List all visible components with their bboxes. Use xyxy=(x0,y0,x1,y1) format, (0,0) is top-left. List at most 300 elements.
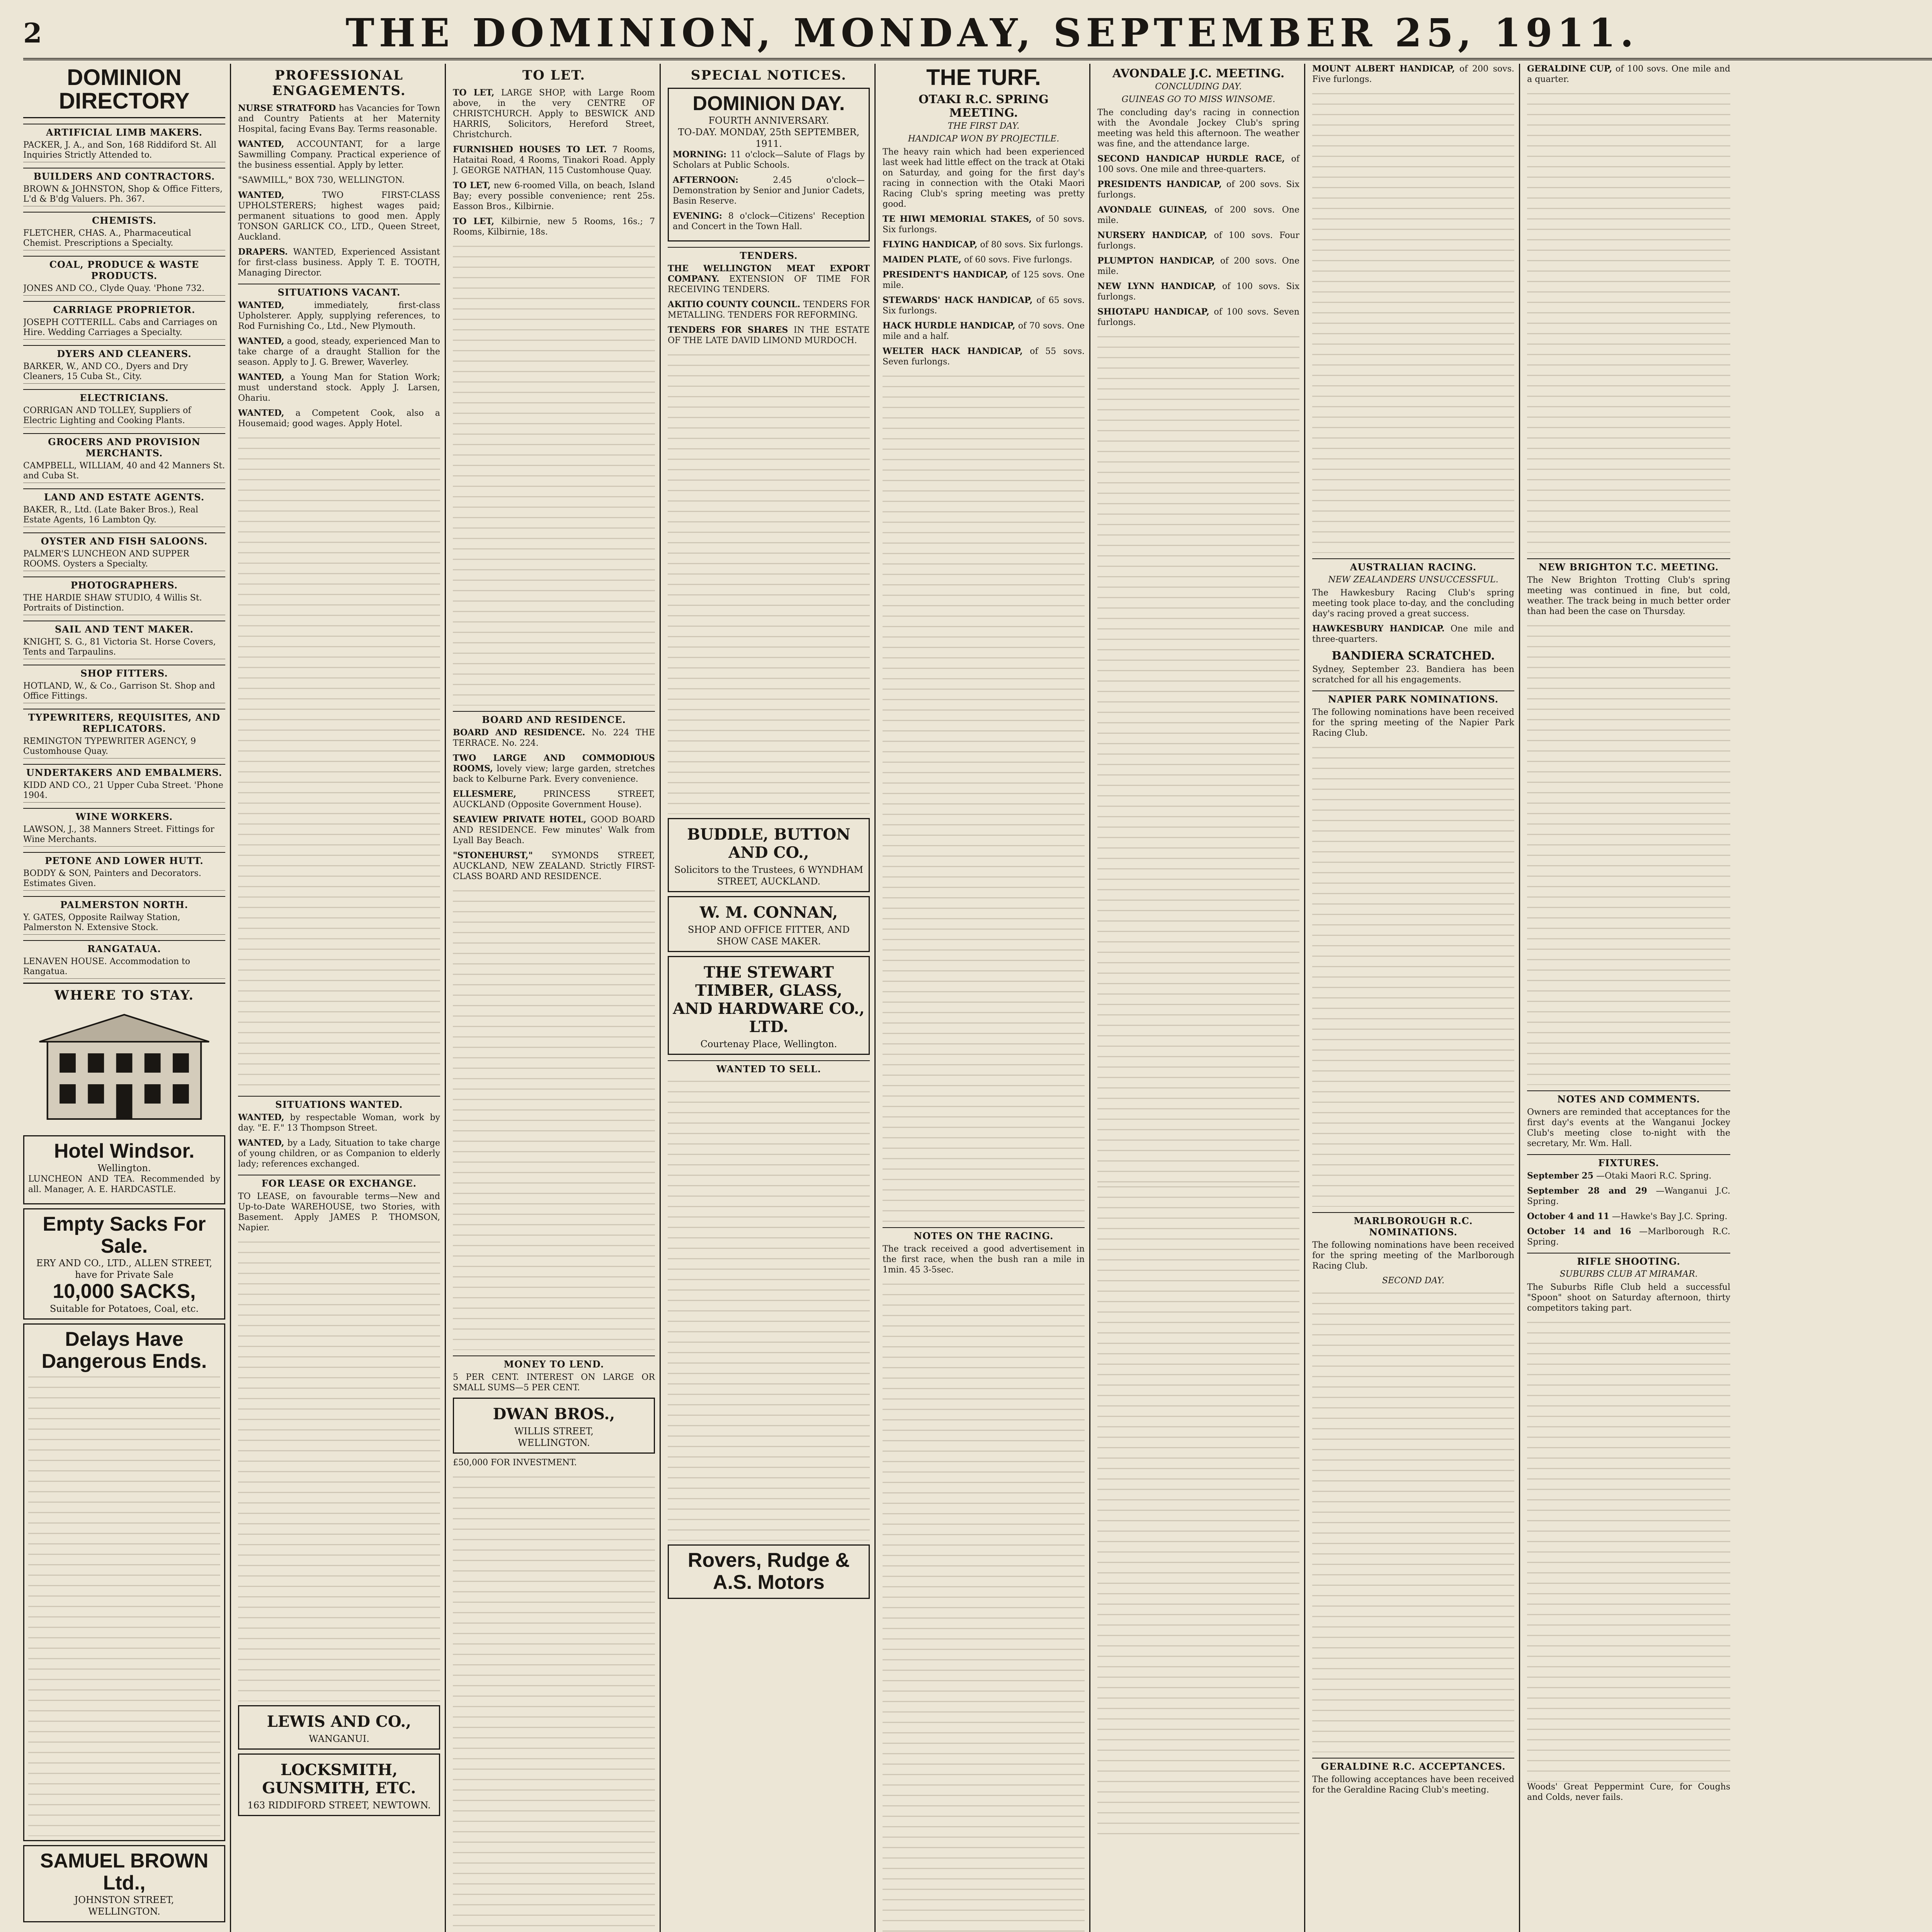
wanted-to-sell-header: WANTED TO SELL. xyxy=(668,1060,870,1075)
race-result-lead: SECOND HANDICAP HURDLE RACE, xyxy=(1097,154,1285,164)
classified-ad xyxy=(238,139,440,170)
dwan-title: DWAN BROS., xyxy=(493,1405,615,1423)
directory-listing: Y. GATES, Opposite Railway Station, Palmerston N. Extensive Stock. xyxy=(23,913,225,935)
classified-ad-text: TWO FIRST-CLASS UPHOLSTERERS; highest wages paid; permanent situations to good men. Apply TONSON GARLICK CO., LTD., Queen Street, Auckland. xyxy=(238,190,440,242)
classified-ad xyxy=(238,247,440,278)
wanted-ad-text: by a Lady, Situation to take charge of young children, or as Companion to elderly lady; references exchanged. xyxy=(238,1138,440,1169)
column-professional xyxy=(238,64,446,1932)
race-result-lead: MAIDEN PLATE, xyxy=(883,254,962,265)
directory-listing: JOSEPH COTTERILL. Cabs and Carriages on Hire. Wedding Carriages a Specialty. xyxy=(23,318,225,340)
to-let-entries xyxy=(453,88,655,237)
directory-listing: KNIGHT, S. G., 81 Victoria St. Horse Covers, Tents and Tarpaulins. xyxy=(23,637,225,659)
race-result xyxy=(883,295,1085,316)
board-ad-text: lovely view; large garden, stretches back to Kelburne Park. Every convenience. xyxy=(453,764,655,784)
race-acceptance xyxy=(1527,64,1730,85)
classified-text xyxy=(453,242,655,706)
column-to-let xyxy=(453,64,661,1932)
trotting-results-text xyxy=(1527,621,1730,1085)
otaki-title: OTAKI R.C. SPRING MEETING. xyxy=(918,92,1049,120)
directory-category: GROCERS AND PROVISION MERCHANTS. xyxy=(23,433,225,459)
race-result-lead: PRESIDENT'S HANDICAP, xyxy=(883,269,1009,280)
board-ad xyxy=(453,815,655,846)
classified-text xyxy=(453,1473,655,1932)
directory-category: PETONE AND LOWER HUTT. xyxy=(23,852,225,866)
sacks-line1: ERY AND CO., LTD., ALLEN STREET, have for Private Sale xyxy=(36,1258,213,1281)
otaki-sub2: HANDICAP WON BY PROJECTILE. xyxy=(908,134,1060,144)
directory-category: SAIL AND TENT MAKER. xyxy=(23,621,225,635)
schedule-item xyxy=(673,211,865,232)
board-ad-lead: SEAVIEW PRIVATE HOTEL, xyxy=(453,815,587,825)
directory-listing: JONES AND CO., Clyde Quay. 'Phone 732. xyxy=(23,284,225,296)
directory-listing: BROWN & JOHNSTON, Shop & Office Fitters, L'd & B'dg Valuers. Ph. 367. xyxy=(23,184,225,206)
directory-category: ELECTRICIANS. xyxy=(23,389,225,403)
wanted-ad-text: by respectable Woman, work by day. "E. F." 13 Thompson Street. xyxy=(238,1113,440,1133)
classified-ad-lead: NURSE STRATFORD xyxy=(238,103,336,113)
directory-category: PALMERSTON NORTH. xyxy=(23,896,225,910)
directory-listing: CAMPBELL, WILLIAM, 40 and 42 Manners St. and Cuba St. xyxy=(23,461,225,483)
board-ad-text: PRINCESS STREET, AUCKLAND (Opposite Government House). xyxy=(453,789,655,810)
directory-category: UNDERTAKERS AND EMBALMERS. xyxy=(23,764,225,778)
schedule-item-lead: EVENING: xyxy=(673,211,723,221)
situation-ad xyxy=(238,336,440,367)
delays-title: Delays Have Dangerous Ends. xyxy=(41,1328,207,1372)
board-header: BOARD AND RESIDENCE. xyxy=(453,711,655,725)
dwan-line2: WELLINGTON. xyxy=(518,1437,590,1448)
race-result xyxy=(883,240,1085,250)
fixture-item-text: —Otaki Maori R.C. Spring. xyxy=(1596,1171,1712,1181)
nominations-text xyxy=(1312,743,1514,1207)
tender-notice xyxy=(668,299,870,320)
tender-notice-text: IN THE ESTATE OF THE LATE DAVID LIMOND MURDOCH. xyxy=(668,325,870,346)
classified-ad xyxy=(238,175,440,185)
notes-comments-text: Owners are reminded that acceptances for the first day's events at the Wanganui Jockey Club's meeting close to-night with the secretary, Mr. Wm. Hall. xyxy=(1527,1107,1730,1148)
situation-ad xyxy=(238,372,440,403)
lease-header: FOR LEASE OR EXCHANGE. xyxy=(238,1175,440,1189)
schedule-item xyxy=(673,150,865,170)
directory-category: OYSTER AND FISH SALOONS. xyxy=(23,532,225,547)
race-result xyxy=(1097,205,1299,226)
classified-text xyxy=(453,886,655,1350)
rifle-scores-text xyxy=(1527,1318,1730,1782)
page-number: 2 xyxy=(23,17,42,49)
schedule-item-lead: MORNING: xyxy=(673,150,727,160)
tender-text xyxy=(668,350,870,814)
fixture-item xyxy=(1527,1211,1730,1222)
directory-category: PHOTOGRAPHERS. xyxy=(23,577,225,591)
to-let-ad-lead: TO LET, xyxy=(453,180,491,190)
buddle-title: BUDDLE, BUTTON AND CO., xyxy=(687,825,850,862)
race-result-lead: AVONDALE GUINEAS, xyxy=(1097,205,1208,215)
race-result-text: of 200 sovs. One mile. xyxy=(1097,205,1299,225)
buddle-ad xyxy=(668,818,870,892)
notes-racing-text: The track received a good advertisement in the first race, when the bush ran a mile in 1min. 45 3-5sec. xyxy=(883,1244,1085,1275)
directory-category: CARRIAGE PROPRIETOR. xyxy=(23,301,225,315)
rifle-header: RIFLE SHOOTING. xyxy=(1527,1253,1730,1267)
divider xyxy=(23,983,225,984)
race-result xyxy=(883,214,1085,235)
classified-ad-text: "SAWMILL," BOX 730, WELLINGTON. xyxy=(238,175,405,185)
race-result-text: of 100 sovs. Six furlongs. xyxy=(1097,282,1300,302)
race-result xyxy=(883,255,1085,265)
tender-notice-lead: TENDERS FOR SHARES xyxy=(668,325,788,335)
race-result-text: One mile and three-quarters. xyxy=(1312,624,1514,644)
situations-entries xyxy=(238,300,440,429)
avondale-races xyxy=(1097,154,1299,328)
race-result-text: of 65 sovs. Six furlongs. xyxy=(883,295,1085,316)
nominations-text xyxy=(1312,1289,1514,1752)
race-result xyxy=(1097,256,1299,277)
race-result-text: of 100 sovs. Seven furlongs. xyxy=(1097,307,1299,327)
masthead-title: THE DOMINION, MONDAY, SEPTEMBER 25, 1911. xyxy=(345,10,1638,56)
schedule-item-text: 8 o'clock—Citizens' Reception and Concert in the Town Hall. xyxy=(673,211,865,232)
wanted-ad xyxy=(238,1138,440,1169)
race-result xyxy=(883,321,1085,342)
race-result-text: of 60 sovs. Five furlongs. xyxy=(964,255,1073,265)
fixture-item-text: —Wanganui J.C. Spring. xyxy=(1527,1186,1730,1206)
money-header: MONEY TO LEND. xyxy=(453,1355,655,1370)
classified-ad-lead: WANTED, xyxy=(238,190,284,200)
situations-wanted-header: SITUATIONS WANTED. xyxy=(238,1096,440,1110)
directory-listing: PALMER'S LUNCHEON AND SUPPER ROOMS. Oysters a Specialty. xyxy=(23,549,225,571)
race-result xyxy=(1312,624,1514,645)
avondale-intro: The concluding day's racing in connection with the Avondale Jockey Club's spring meeting was held this afternoon. The weather was fine, and the attendance large. xyxy=(1097,108,1299,149)
otaki-sub: THE FIRST DAY. xyxy=(947,121,1020,131)
race-result-text: of 100 sovs. Four furlongs. xyxy=(1097,231,1299,251)
marlborough-header: MARLBOROUGH R.C. NOMINATIONS. xyxy=(1312,1212,1514,1238)
to-let-ad-lead: TO LET, xyxy=(453,216,495,226)
to-let-ad-text: 7 Rooms, Hataitai Road, 4 Rooms, Tinakori Road. Apply J. GEORGE NATHAN, 115 Customhouse Quay. xyxy=(453,145,655,175)
race-result-text: of 80 sovs. Six furlongs. xyxy=(980,240,1083,250)
race-result-lead: PRESIDENTS HANDICAP, xyxy=(1097,179,1222,189)
fixture-item-lead: October 4 and 11 xyxy=(1527,1211,1609,1221)
classified-text xyxy=(668,1077,870,1541)
to-let-ad xyxy=(453,180,655,212)
directory-listing: LENAVEN HOUSE. Accommodation to Rangatua. xyxy=(23,957,225,979)
directory-category: SHOP FITTERS. xyxy=(23,665,225,679)
dominion-day-notice xyxy=(668,88,870,242)
classified-ad-text: has Vacancies for Town and Country Patients at her Maternity Hospital, facing Evans Bay. Terms reasonable. xyxy=(238,104,440,134)
acceptances-text xyxy=(1527,89,1730,553)
rovers-title: Rovers, Rudge & A.S. Motors xyxy=(688,1549,850,1594)
hotel-place: Wellington. xyxy=(97,1162,151,1173)
new-brighton-header: NEW BRIGHTON T.C. MEETING. xyxy=(1527,558,1730,573)
wanted-ad-lead: WANTED, xyxy=(238,1138,284,1148)
samuel-line1: JOHNSTON STREET, xyxy=(74,1895,174,1906)
fixture-item xyxy=(1527,1171,1730,1181)
directory-listing: REMINGTON TYPEWRITER AGENCY, 9 Customhouse Quay. xyxy=(23,736,225,759)
race-result xyxy=(883,270,1085,291)
to-let-ad-lead: FURNISHED HOUSES TO LET. xyxy=(453,145,607,155)
sacks-ad xyxy=(23,1208,225,1320)
schedule-item-lead: AFTERNOON: xyxy=(673,175,738,185)
tender-notice-lead: AKITIO COUNTY COUNCIL. xyxy=(668,299,801,310)
board-ad-text: SYMONDS STREET, AUCKLAND, NEW ZEALAND. Strictly FIRST-CLASS BOARD AND RESIDENCE. xyxy=(453,851,655,881)
directory-category: WINE WORKERS. xyxy=(23,808,225,822)
race-results-text xyxy=(1097,1182,1299,1839)
classified-ad xyxy=(238,190,440,242)
delays-body-text xyxy=(28,1372,220,1836)
directory-listing: CORRIGAN AND TOLLEY, Suppliers of Electric Lighting and Cooking Plants. xyxy=(23,406,225,428)
buddle-text: Solicitors to the Trustees, 6 WYNDHAM STREET, AUCKLAND. xyxy=(674,864,863,887)
classified-ad-text: WANTED, Experienced Assistant for first-class business. Apply T. E. TOOTH, Managing Director. xyxy=(238,247,440,278)
notes-comments-header: NOTES AND COMMENTS. xyxy=(1527,1090,1730,1105)
race-result xyxy=(1097,154,1299,175)
directory-listing: PACKER, J. A., and Son, 168 Riddiford St. All Inquiries Strictly Attended to. xyxy=(23,140,225,162)
column-racing-2 xyxy=(1312,64,1520,1932)
race-result xyxy=(1312,64,1514,85)
board-entries xyxy=(453,728,655,882)
wanted-entries xyxy=(238,1112,440,1169)
race-result-lead: NEW LYNN HANDICAP, xyxy=(1097,281,1216,291)
column-avondale xyxy=(1097,64,1305,1932)
race-result-lead: NURSERY HANDICAP, xyxy=(1097,230,1208,240)
schedule-item-text: 2.45 o'clock—Demonstration by Senior and Junior Cadets, Basin Reserve. xyxy=(673,175,865,206)
race-result-text: of 200 sovs. One mile. xyxy=(1097,256,1299,276)
race-result-text: of 50 sovs. Six furlongs. xyxy=(883,214,1085,235)
tender-notice xyxy=(668,325,870,346)
tender-notice-lead: THE WELLINGTON MEAT EXPORT COMPANY. xyxy=(668,264,870,284)
tenders-list xyxy=(668,264,870,346)
directory-category: CHEMISTS. xyxy=(23,212,225,226)
tenders-header: TENDERS. xyxy=(668,247,870,261)
directory-header: DOMINION DIRECTORY xyxy=(59,65,190,114)
column-special-notices xyxy=(668,64,876,1932)
directory-category: ARTIFICIAL LIMB MAKERS. xyxy=(23,124,225,138)
geraldine-text: The following acceptances have been received for the Geraldine Racing Club's meeting. xyxy=(1312,1775,1514,1795)
samuel-brown-ad xyxy=(23,1845,225,1922)
hotel-text: LUNCHEON AND TEA. Recommended by all. Manager, A. E. HARDCASTLE. xyxy=(28,1174,220,1194)
classified-ad-lead: WANTED, xyxy=(238,139,284,149)
race-result-lead: SHIOTAPU HANDICAP, xyxy=(1097,307,1209,317)
race-result xyxy=(1097,307,1299,328)
racing-entries xyxy=(1312,64,1514,85)
locksmith-text: 163 RIDDIFORD STREET, NEWTOWN. xyxy=(247,1800,431,1811)
samuel-line2: WELLINGTON. xyxy=(88,1906,160,1917)
fixture-item-text: —Hawke's Bay J.C. Spring. xyxy=(1612,1212,1728,1221)
situation-ad xyxy=(238,408,440,429)
to-let-ad-text: Kilbirnie, new 5 Rooms, 16s.; 7 Rooms, Kilbirnie, 18s. xyxy=(453,217,655,237)
to-let-ad-text: new 6-roomed Villa, on beach, Island Bay; every possible convenience; rent 25s. Easson Bros., Kilbirnie. xyxy=(453,181,655,211)
hotel-tagline: WHERE TO STAY. xyxy=(54,987,194,1003)
lewis-name: LEWIS AND CO., xyxy=(267,1713,412,1731)
tender-notice-text: TENDERS FOR METALLING. TENDERS FOR REFORMING. xyxy=(668,300,870,320)
to-let-ad xyxy=(453,88,655,140)
fixtures-list xyxy=(1527,1171,1730,1247)
classified-ad-lead: DRAPERS. xyxy=(238,247,288,257)
directory-category: TYPEWRITERS, REQUISITES, AND REPLICATORS. xyxy=(23,709,225,734)
sacks-title: Empty Sacks For Sale. xyxy=(43,1213,206,1258)
race-result xyxy=(1097,179,1299,200)
race-results-text xyxy=(883,372,1085,1222)
notes-racing-header: NOTES ON THE RACING. xyxy=(883,1227,1085,1242)
race-result-text: of 100 sovs. One mile and three-quarters. xyxy=(1097,154,1300,174)
fixture-item-text: —Marlborough R.C. Spring. xyxy=(1527,1227,1730,1247)
board-ad-lead: ELLESMERE, xyxy=(453,789,517,799)
second-day-label: SECOND DAY. xyxy=(1382,1276,1445,1286)
napier-header: NAPIER PARK NOMINATIONS. xyxy=(1312,690,1514,705)
masthead xyxy=(23,8,1932,60)
stewart-ad xyxy=(668,956,870,1055)
directory-category: LAND AND ESTATE AGENTS. xyxy=(23,488,225,503)
board-ad xyxy=(453,728,655,748)
race-result-text: of 125 sovs. One mile. xyxy=(883,270,1085,290)
sacks-line2: 10,000 SACKS, xyxy=(53,1280,196,1303)
turf-header: THE TURF. xyxy=(926,65,1041,90)
stewart-title: THE STEWART TIMBER, GLASS, AND HARDWARE CO., LTD. xyxy=(673,963,865,1036)
board-ad-text: No. 224 THE TERRACE. No. 224. xyxy=(453,728,655,748)
marlborough-text: The following nominations have been received for the spring meeting of the Marlborough Racing Club. xyxy=(1312,1240,1514,1271)
new-brighton-text: The New Brighton Trotting Club's spring meeting was continued in fine, but cold, weather. The track being in much better order than had been the case on Thursday. xyxy=(1527,575,1730,616)
dominion-day-sub: FOURTH ANNIVERSARY. xyxy=(708,115,829,126)
dwan-line1: WILLIS STREET, xyxy=(514,1426,594,1437)
fixture-item-lead: October 14 and 16 xyxy=(1527,1226,1631,1236)
classified-text xyxy=(238,1238,440,1701)
napier-text: The following nominations have been received for the spring meeting of the Napier Park Racing Club. xyxy=(1312,707,1514,738)
directory-listing: LAWSON, J., 38 Manners Street. Fittings for Wine Merchants. xyxy=(23,825,225,847)
race-result-text: of 200 sovs. Six furlongs. xyxy=(1097,180,1299,200)
schedule-item-text: 11 o'clock—Salute of Flags by Scholars at Public Schools. xyxy=(673,150,865,170)
situation-ad-text: a Young Man for Station Work; must understand stock. Apply J. Larsen, Ohariu. xyxy=(238,372,440,403)
race-result-lead: FLYING HANDICAP, xyxy=(883,239,978,250)
hotel-name: Hotel Windsor. xyxy=(54,1139,195,1162)
rifle-text: The Suburbs Rifle Club held a successful "Spoon" shoot on Saturday afternoon, thirty competitors taking part. xyxy=(1527,1282,1730,1313)
schedule-list xyxy=(673,150,865,232)
directory-listing: THE HARDIE SHAW STUDIO, 4 Willis St. Portraits of Distinction. xyxy=(23,593,225,615)
schedule-item xyxy=(673,175,865,206)
special-notices-header: SPECIAL NOTICES. xyxy=(690,68,847,83)
bandiera-text: Sydney, September 23. Bandiera has been scratched for all his engagements. xyxy=(1312,665,1514,685)
race-result-text: of 70 sovs. One mile and a half. xyxy=(883,321,1085,341)
fixture-item-lead: September 25 xyxy=(1527,1171,1594,1181)
board-ad xyxy=(453,850,655,882)
board-ad xyxy=(453,789,655,810)
bandiera-title: BANDIERA SCRATCHED. xyxy=(1332,649,1495,663)
otaki-intro: The heavy rain which had been experienced last week had little effect on the track at Otaki on Saturday, and going for the first day's racing in connection with the Otaki Maori Racing Club's spring meeting was pretty good. xyxy=(883,147,1085,209)
dominion-day-title: DOMINION DAY. xyxy=(692,92,845,115)
tender-notice xyxy=(668,264,870,295)
board-ad-text: GOOD BOARD AND RESIDENCE. Few minutes' Walk from Lyall Bay Beach. xyxy=(453,815,655,845)
australian-racing-text: The Hawkesbury Racing Club's spring meeting took place to-day, and the concluding day's racing proved a great success. xyxy=(1312,588,1514,619)
race-acceptance-lead: GERALDINE CUP, xyxy=(1527,64,1612,74)
directory-category: COAL, PRODUCE & WASTE PRODUCTS. xyxy=(23,256,225,281)
to-let-ad xyxy=(453,216,655,237)
race-result xyxy=(1097,230,1299,251)
board-ad-lead: BOARD AND RESIDENCE. xyxy=(453,728,585,738)
race-results-text xyxy=(1312,89,1514,553)
to-let-ad xyxy=(453,145,655,176)
directory-listing: BARKER, W., AND CO., Dyers and Dry Cleaners, 15 Cuba St., City. xyxy=(23,362,225,384)
rifle-sub: SUBURBS CLUB AT MIRAMAR. xyxy=(1560,1269,1698,1279)
directory-listing: BAKER, R., Ltd. (Late Baker Bros.), Real Estate Agents, 16 Lambton Qy. xyxy=(23,505,225,527)
columns xyxy=(23,64,1932,1932)
classified-ad-text: ACCOUNTANT, for a large Sawmilling Company. Practical experience of the business essential. Apply by letter. xyxy=(238,139,440,170)
money-text: 5 PER CENT. INTEREST ON LARGE OR SMALL SUMS—5 PER CENT. xyxy=(453,1372,655,1393)
race-acceptance-text: of 100 sovs. One mile and a quarter. xyxy=(1527,64,1730,84)
connan-ad xyxy=(668,896,870,952)
australian-races xyxy=(1312,624,1514,645)
investment-text: £50,000 FOR INVESTMENT. xyxy=(453,1458,577,1468)
directory-category: BUILDERS AND CONTRACTORS. xyxy=(23,168,225,182)
otaki-races xyxy=(883,214,1085,367)
directory-listing: HOTLAND, W., & Co., Garrison St. Shop and Office Fittings. xyxy=(23,681,225,703)
dominion-day-date: TO-DAY. MONDAY, 25th SEPTEMBER, 1911. xyxy=(678,127,860,150)
race-result-lead: HACK HURDLE HANDICAP, xyxy=(883,320,1015,331)
hotel-illustration xyxy=(23,1011,225,1127)
race-result-lead: STEWARDS' HACK HANDICAP, xyxy=(883,295,1033,305)
rovers-ad xyxy=(668,1544,870,1599)
race-result-text: of 200 sovs. Five furlongs. xyxy=(1312,64,1514,84)
locksmith-ad xyxy=(238,1753,440,1816)
situation-ad-lead: WANTED, xyxy=(238,336,284,346)
race-result-lead: WELTER HACK HANDICAP, xyxy=(883,346,1023,356)
race-result-lead: MOUNT ALBERT HANDICAP, xyxy=(1312,64,1455,74)
board-ad xyxy=(453,753,655,784)
delays-ad xyxy=(23,1323,225,1841)
woods-ad: Woods' Great Peppermint Cure, for Coughs and Colds, never fails. xyxy=(1527,1782,1730,1802)
stewart-text: Courtenay Place, Wellington. xyxy=(700,1039,837,1050)
lewis-place: WANGANUI. xyxy=(309,1733,369,1744)
race-result-lead: PLUMPTON HANDICAP, xyxy=(1097,256,1215,266)
situation-ad-lead: WANTED, xyxy=(238,372,284,382)
avondale-sub: CONCLUDING DAY. xyxy=(1155,82,1242,92)
race-results-text xyxy=(1097,332,1299,1182)
tender-notice-text: EXTENSION OF TIME FOR RECEIVING TENDERS. xyxy=(668,274,870,295)
australian-racing-sub: NEW ZEALANDERS UNSUCCESSFUL. xyxy=(1328,575,1498,585)
directory-category: DYERS AND CLEANERS. xyxy=(23,345,225,359)
race-result xyxy=(1097,281,1299,302)
connan-text: SHOP AND OFFICE FITTER, AND SHOW CASE MAKER. xyxy=(687,924,850,947)
situation-ad-text: a good, steady, experienced Man to take charge of a draught Stallion for the season. Apply to J. G. Brewer, Waverley. xyxy=(238,337,440,367)
samuel-title: SAMUEL BROWN Ltd., xyxy=(40,1849,209,1895)
directory-list xyxy=(23,124,225,979)
fixture-item-lead: September 28 and 29 xyxy=(1527,1186,1647,1196)
race-result xyxy=(883,346,1085,367)
situation-ad-text: a Competent Cook, also a Housemaid; good wages. Apply Hotel. xyxy=(238,408,440,429)
directory-listing: BODDY & SON, Painters and Decorators. Estimates Given. xyxy=(23,869,225,891)
situations-vacant-header: SITUATIONS VACANT. xyxy=(238,284,440,298)
wanted-ad xyxy=(238,1112,440,1133)
race-result-lead: TE HIWI MEMORIAL STAKES, xyxy=(883,214,1032,224)
dwan-ad xyxy=(453,1398,655,1454)
situation-ad-lead: WANTED, xyxy=(238,300,284,310)
avondale-sub2: GUINEAS GO TO MISS WINSOME. xyxy=(1121,95,1276,104)
connan-title: W. M. CONNAN, xyxy=(699,903,838,922)
notes-body-text xyxy=(883,1280,1085,1932)
column-directory xyxy=(23,64,231,1932)
professional-header: PROFESSIONAL ENGAGEMENTS. xyxy=(272,68,406,99)
race-result-text: of 55 sovs. Seven furlongs. xyxy=(883,346,1085,367)
professional-entries xyxy=(238,103,440,278)
fixtures-header: FIXTURES. xyxy=(1527,1154,1730,1168)
situation-ad-lead: WANTED, xyxy=(238,408,284,418)
race-result-lead: HAWKESBURY HANDICAP. xyxy=(1312,624,1445,634)
board-ad-lead: TWO LARGE AND COMMODIOUS ROOMS, xyxy=(453,753,655,774)
situation-ad-text: immediately, first-class Upholsterer. Apply, supplying references, to Rod Furnishing Co., Ltd., New Plymouth. xyxy=(238,301,440,331)
directory-category: RANGATAUA. xyxy=(23,940,225,954)
lewis-ad xyxy=(238,1705,440,1750)
lease-text: TO LEASE, on favourable terms—New and Up-to-Date WAREHOUSE, two Stories, with Basement. Apply JAMES P. THOMSON, Napier. xyxy=(238,1192,440,1233)
to-let-header: TO LET. xyxy=(522,68,586,83)
situation-ad xyxy=(238,300,440,332)
classified-text xyxy=(238,434,440,1090)
to-let-ad-lead: TO LET, xyxy=(453,88,495,98)
column-turf xyxy=(883,64,1090,1932)
geraldine-header: GERALDINE R.C. ACCEPTANCES. xyxy=(1312,1758,1514,1772)
australian-racing-header: AUSTRALIAN RACING. xyxy=(1312,558,1514,573)
board-ad-lead: "STONEHURST," xyxy=(453,850,533,861)
to-let-ad-text: LARGE SHOP, with Large Room above, in the very CENTRE OF CHRISTCHURCH. Apply to BESWICK AND HARRIS, Solicitors, Hereford Street, Christchurch. xyxy=(453,88,655,139)
fixture-item xyxy=(1527,1186,1730,1207)
